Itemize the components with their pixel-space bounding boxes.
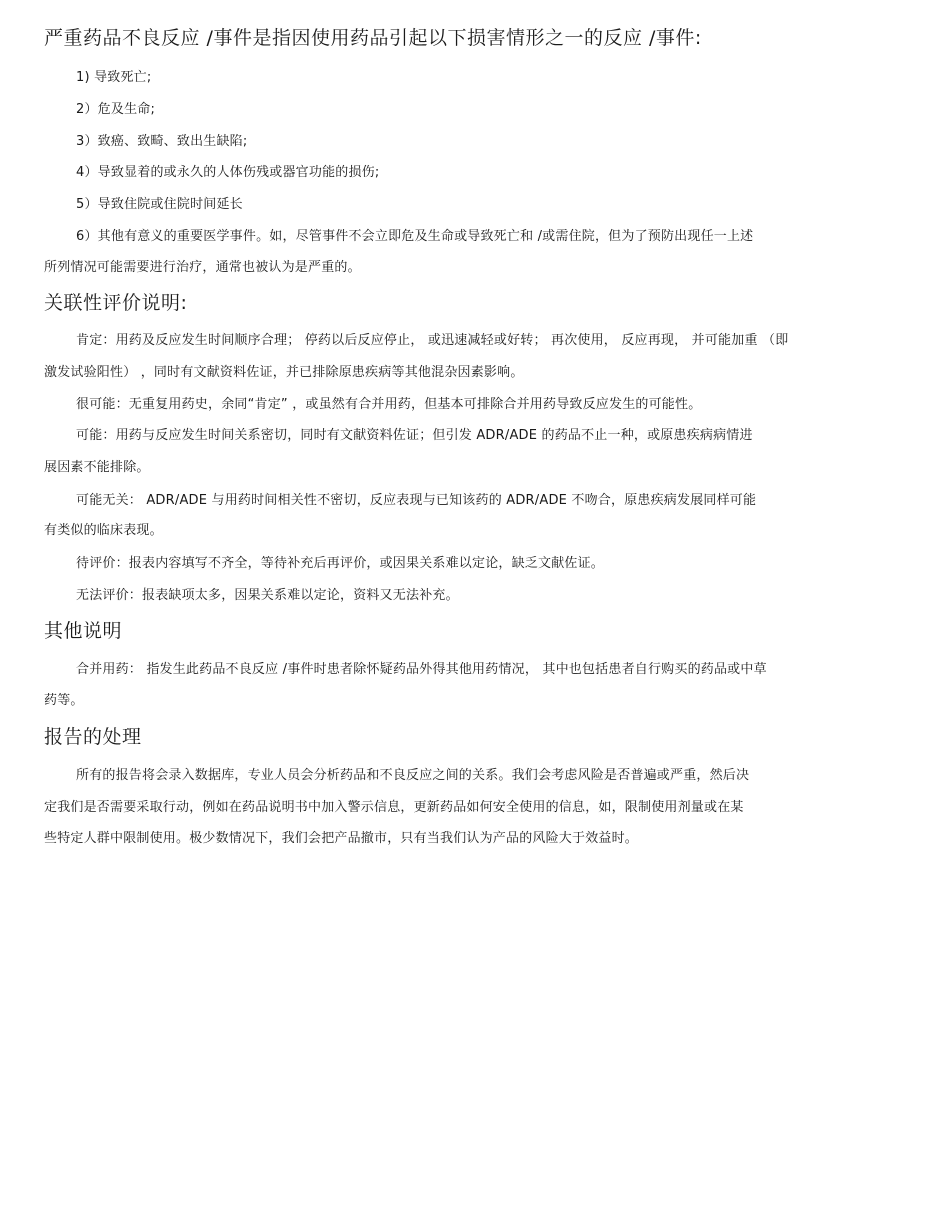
other-heading: 其他说明 <box>44 620 123 642</box>
relevance-heading: 关联性评价说明: <box>44 292 188 314</box>
serious-item-3: 3）致癌、致畸、致出生缺陷; <box>76 134 248 149</box>
relevance-unlikely-cont: 有类似的临床表现。 <box>44 523 163 538</box>
serious-item-1: 1) 导致死亡; <box>76 70 152 85</box>
other-concomitant-cont: 药等。 <box>44 693 84 708</box>
serious-item-2: 2）危及生命; <box>76 102 156 117</box>
serious-item-4: 4）导致显着的或永久的人体伤残或器官功能的损伤; <box>76 165 380 180</box>
relevance-possible: 可能：用药与反应发生时间关系密切，同时有文献资料佐证；但引发 ADR/ADE 的药品不止一种，或原患疾病病情进 <box>76 428 753 443</box>
relevance-possible-cont: 展因素不能排除。 <box>44 460 150 475</box>
handling-line-2: 定我们是否需要采取行动，例如在药品说明书中加入警示信息，更新药品如何安全使用的信息，如，限制使用剂量或在某 <box>44 800 744 815</box>
other-concomitant: 合并用药： 指发生此药品不良反应 /事件时患者除怀疑药品外得其他用药情况， 其中也包括患者自行购买的药品或中草 <box>76 662 767 677</box>
serious-item-6-cont: 所列情况可能需要进行治疗，通常也被认为是严重的。 <box>44 260 361 275</box>
relevance-pending: 待评价：报表内容填写不齐全，等待补充后再评价，或因果关系难以定论，缺乏文献佐证。 <box>76 556 605 571</box>
handling-line-3: 些特定人群中限制使用。极少数情况下，我们会把产品撤市，只有当我们认为产品的风险大于效益时。 <box>44 831 639 846</box>
relevance-probable: 很可能：无重复用药史，余同“肯定” ，或虽然有合并用药，但基本可排除合并用药导致反应发生的可能性。 <box>76 397 702 412</box>
handling-heading: 报告的处理 <box>44 726 142 748</box>
handling-line-1: 所有的报告将会录入数据库，专业人员会分析药品和不良反应之间的关系。我们会考虑风险是否普遍或严重，然后决 <box>76 768 750 783</box>
relevance-unassessable: 无法评价：报表缺项太多，因果关系难以定论，资料又无法补充。 <box>76 588 459 603</box>
relevance-definite: 肯定：用药及反应发生时间顺序合理； 停药以后反应停止， 或迅速减轻或好转； 再次使用， 反应再现， 并可能加重 （即 <box>76 333 789 348</box>
relevance-unlikely: 可能无关： ADR/ADE 与用药时间相关性不密切，反应表现与已知该药的 ADR/ADE 不吻合，原患疾病发展同样可能 <box>76 493 757 508</box>
serious-item-6: 6）其他有意义的重要医学事件。如，尽管事件不会立即危及生命或导致死亡和 /或需住院，但为了预防出现任一上述 <box>76 229 754 244</box>
relevance-definite-cont: 激发试验阳性） ，同时有文献资料佐证，并已排除原患疾病等其他混杂因素影响。 <box>44 365 524 380</box>
serious-item-5: 5）导致住院或住院时间延长 <box>76 197 243 212</box>
serious-adr-heading: 严重药品不良反应 /事件是指因使用药品引起以下损害情形之一的反应 /事件: <box>44 27 702 49</box>
